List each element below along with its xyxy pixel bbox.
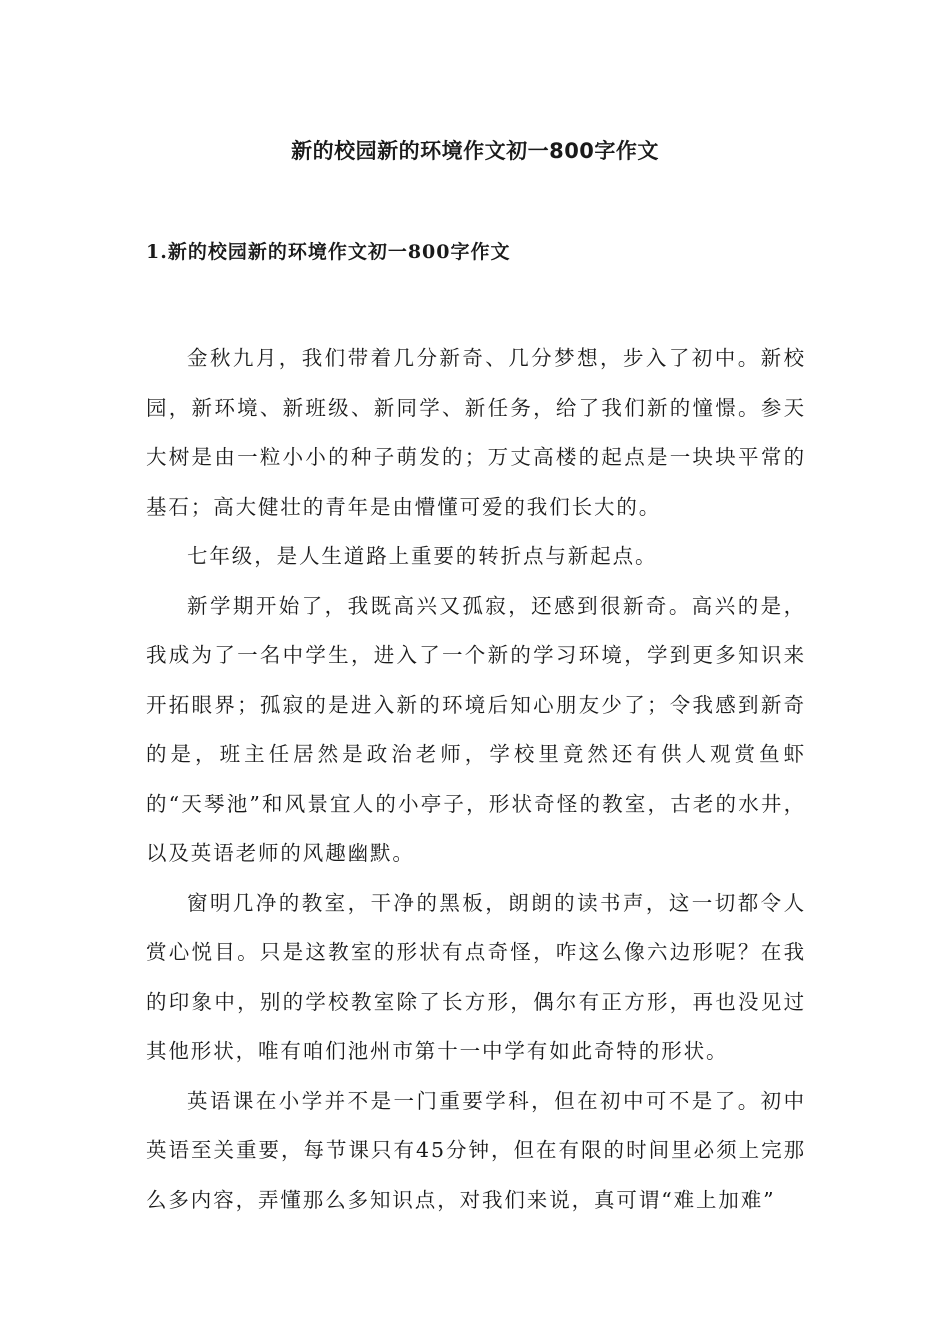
paragraph: 七年级，是人生道路上重要的转折点与新起点。 (187, 544, 658, 568)
paragraph: 金秋九月，我们带着几分新奇、几分梦想，步入了初中。新校园，新环境、新班级、新同学、新任务，给了我们新的憧憬。参天大树是由一粒小小的种子萌发的；万丈高楼的起点是一块块平常的基石；高大健壮的青年是由懵懂可爱的我们长大的。 (146, 346, 806, 519)
paragraph: 英语课在小学并不是一门重要学科，但在初中可不是了。初中英语至关重要，每节课只有45分钟，但在有限的时间里必须上完那么多内容，弄懂那么多知识点，对我们来说，真可谓“难上加难” (146, 1088, 806, 1212)
paragraph: 窗明几净的教室，干净的黑板，朗朗的读书声，这一切都令人赏心悦目。只是这教室的形状有点奇怪，咋这么像六边形呢？在我的印象中，别的学校教室除了长方形，偶尔有正方形，再也没见过其他形状，唯有咱们池州市第十一中学有如此奇特的形状。 (146, 890, 806, 1063)
section-heading: 1.新的校园新的环境作文初一800字作文 (146, 241, 511, 263)
essay-body (146, 334, 806, 1225)
page-title: 新的校园新的环境作文初一800字作文 (291, 139, 659, 163)
paragraph: 新学期开始了，我既高兴又孤寂，还感到很新奇。高兴的是，我成为了一名中学生，进入了一个新的学习环境，学到更多知识来开拓眼界；孤寂的是进入新的环境后知心朋友少了；令我感到新奇的是，班主任居然是政治老师，学校里竟然还有供人观赏鱼虾的“天琴池”和风景宜人的小亭子，形状奇怪的教室，古老的水井，以及英语老师的风趣幽默。 (146, 593, 806, 865)
